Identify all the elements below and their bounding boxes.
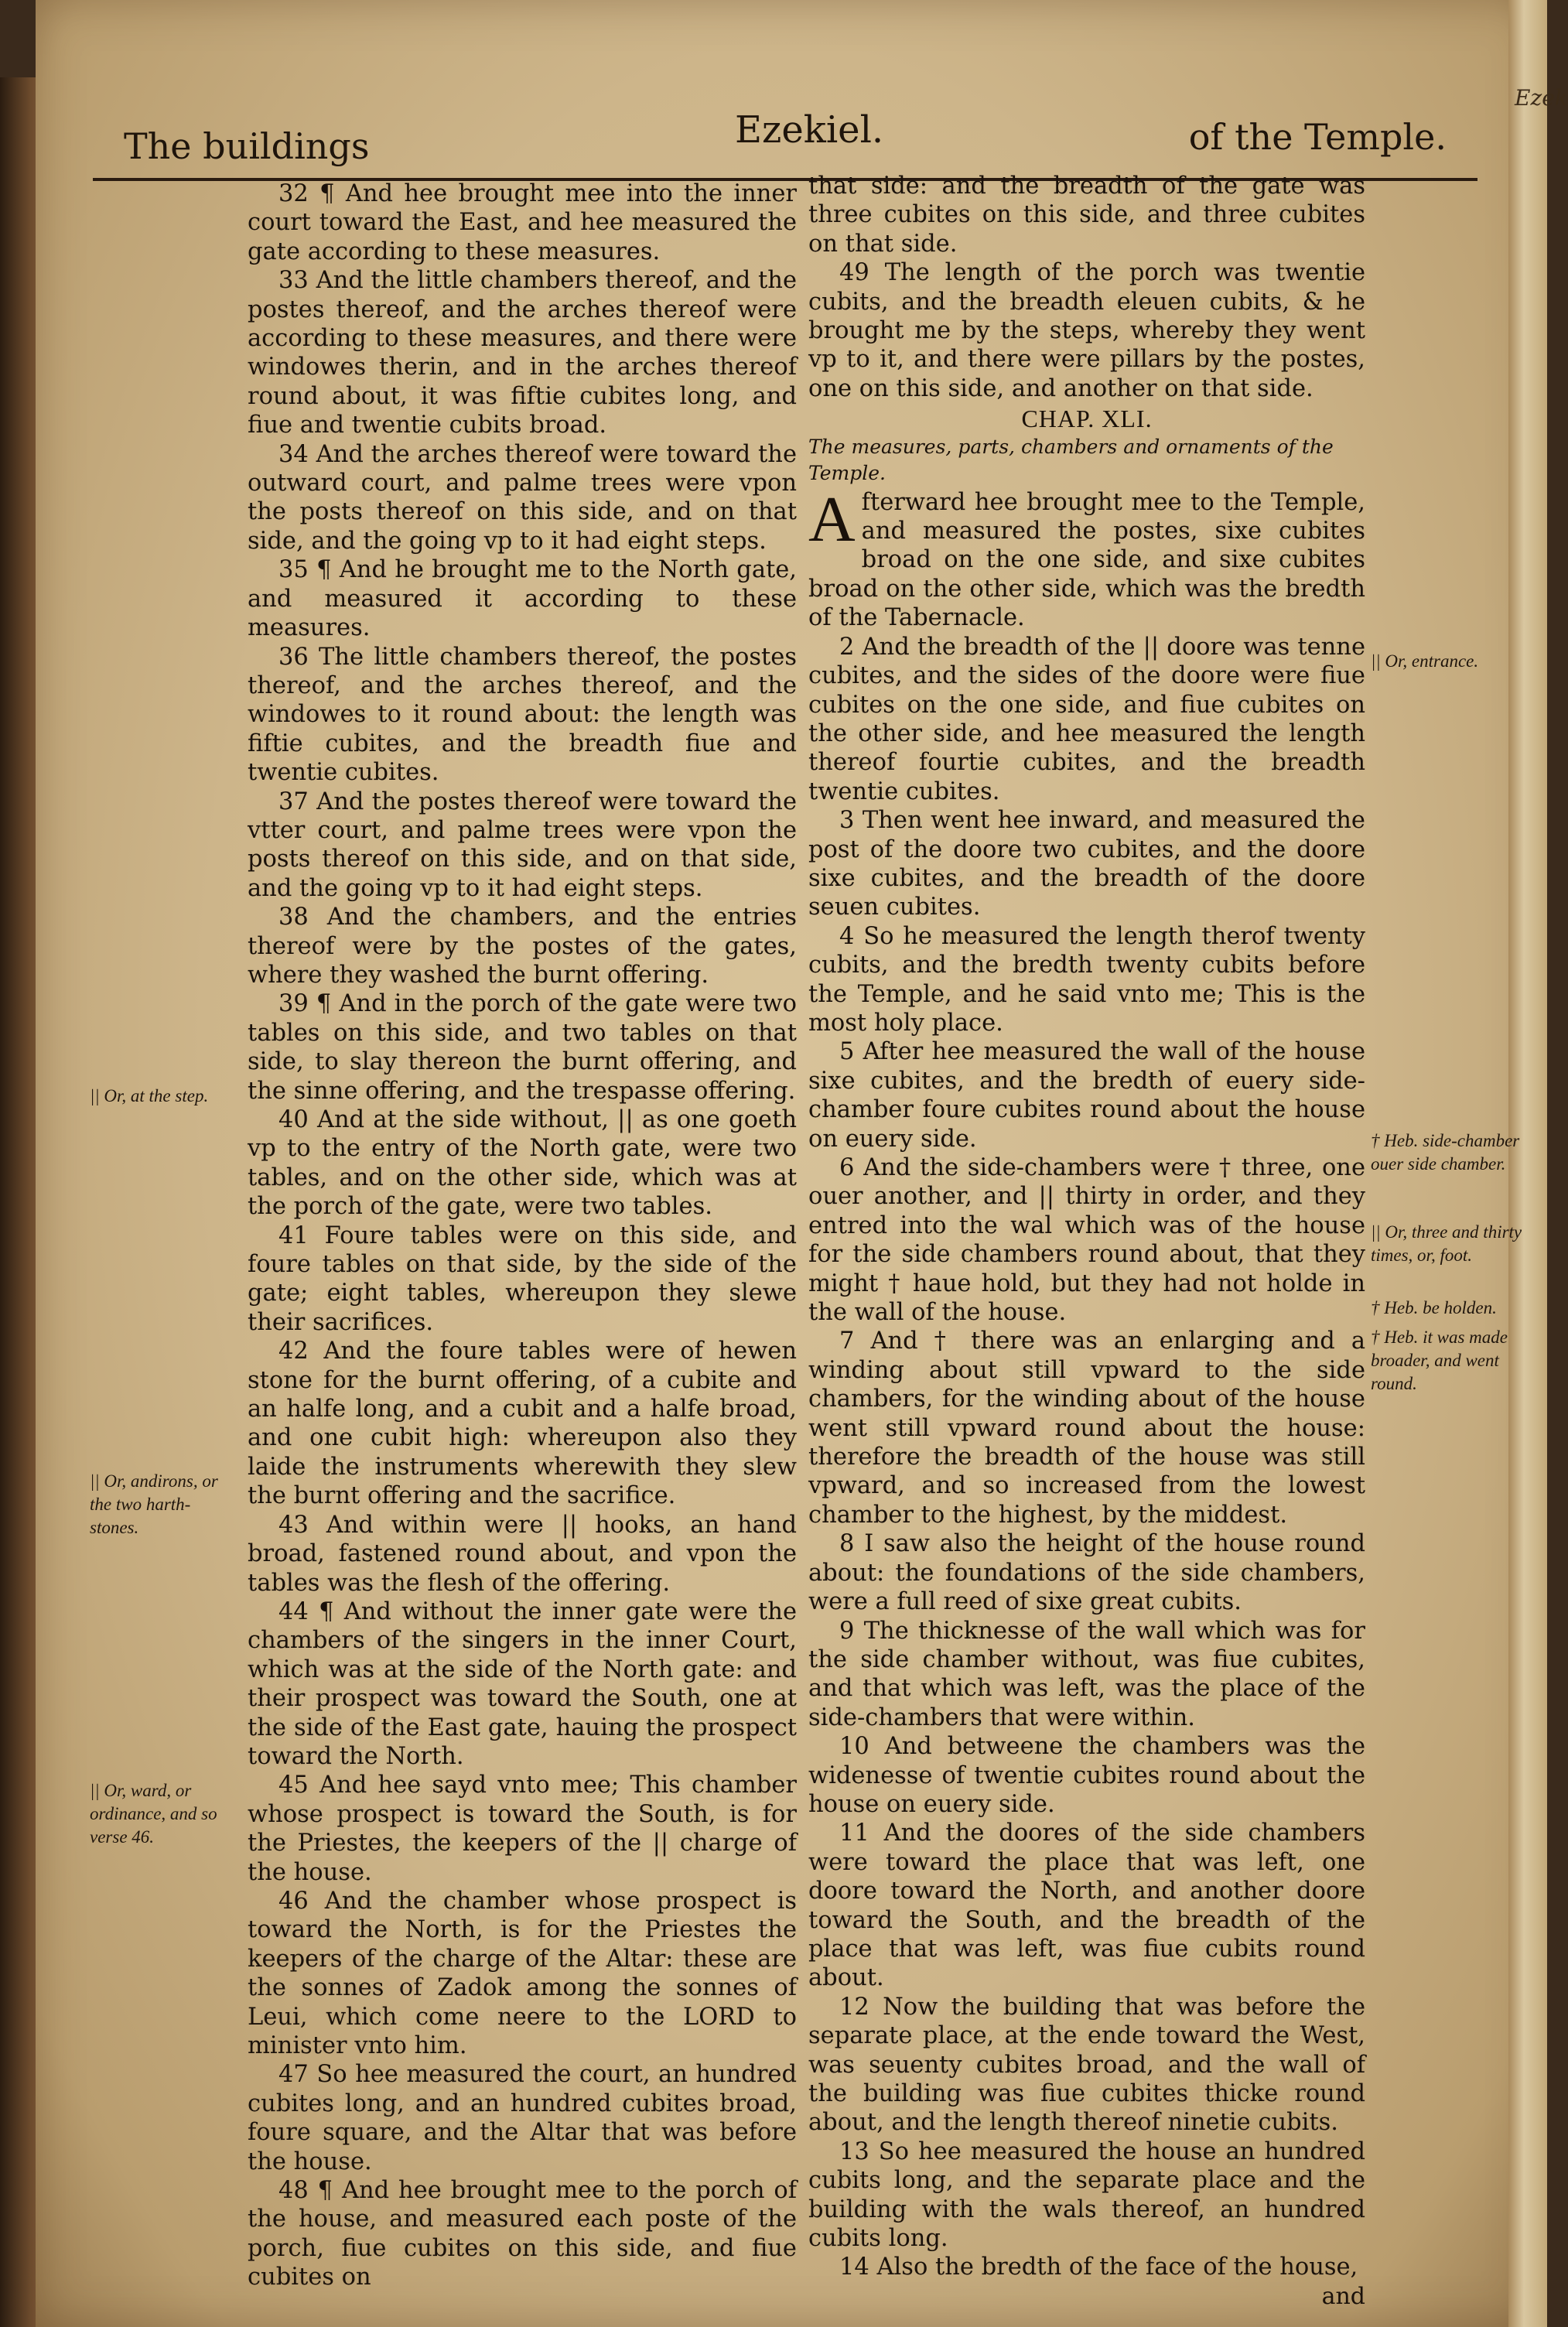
margin-note-at-the-step: || Or, at the step. [90,1086,209,1105]
verse: 13 So hee measured the house an hundred cubits long, and the separate place and the building with the wals thereof, an hundred cubits long. [808,2137,1365,2253]
verse: 4 So he measured the length therof twenty cubits, and the bredth twenty cubits before the Temple, and he said vnto me; This is the most holy place. [808,922,1365,1037]
right-text-column [808,172,1365,2311]
chapter-opening-verse [808,483,1365,633]
verse: 9 The thicknesse of the wall which was for the side chamber without, was fiue cubites, and that which was left, was the place of the side-chambers that were within. [808,1617,1365,1731]
next-page-running-head: Ezek [1515,85,1568,111]
drop-cap-initial: A [808,483,856,555]
verse: that side: and the breadth of the gate was three cubites on this side, and three cubites on that side. [808,173,1365,258]
verse: 40 And at the side without, || as one goeth vp to the entry of the North gate, were two tables, and on the other side, which was at the porch of the gate, were two tables. [248,1106,797,1221]
verse: 39 ¶ And in the porch of the gate were two tables on this side, and two tables on that side, to slay thereon the burnt offering, and the sinne offering, and the trespasse offering. [248,990,797,1105]
margin-note-made-broader: † Heb. it was made broader, and went round. [1371,1328,1508,1393]
margin-note-ward: || Or, ward, or ordinance, and so verse 46. [90,1781,217,1847]
verse: 10 And betweene the chambers was the widenesse of twentie cubites round about the house on euery side. [808,1733,1365,1818]
verse: 42 And the foure tables were of hewen stone for the burnt offering, of a cubite and an halfe long, and a cubit and a halfe broad, and one cubit high: whereupon also they laide the instruments wherewith they slew the burnt offering and the sacrifice. [248,1338,797,1510]
left-text-column [248,179,797,2292]
verse: 11 And the doores of the side chambers were toward the place that was left, one doore toward the North, and another doore toward the South, and the breadth of the place that was left, was fiue cubits round about. [808,1820,1365,1992]
verse: 43 And within were || hooks, an hand broad, fastened round about, and vpon the tables was the flesh of the offering. [248,1511,797,1597]
verse: 6 And the side-chambers were † three, one ouer another, and || thirty in order, and they entred into the wal which was of the house for the side chambers round about, that they might † haue hold, but they had not holde in the wall of the house. [808,1154,1365,1327]
verse: 44 ¶ And without the inner gate were the chambers of the singers in the inner Court, which was at the side of the North gate: and their prospect was toward the South, one at the side of the East gate, hauing the prospect toward the North. [248,1597,797,1770]
verse: 32 ¶ And hee brought mee into the inner court toward the East, and hee measured the gate according to these measures. [248,180,797,265]
verse: 49 The length of the porch was twentie cubits, and the breadth eleuen cubits, & he brought me by the steps, whereby they went vp to it, and there were pillars by the postes, one on this side, and another on that side. [808,259,1365,402]
verse: 34 And the arches thereof were toward the outward court, and palme trees were vpon the posts thereof on this side, and on that side, and the going vp to it had eight steps. [248,440,797,555]
margin-note-andirons: || Or, andirons, or the two harth-stones. [90,1471,218,1537]
verse: 36 The little chambers thereof, the postes thereof, and the arches thereof, and the windowes to it round about: the length was fiftie cubites, and the breadth fiue and twentie cubites. [248,643,797,787]
verse: 7 And † there was an enlarging and a winding about still vpward to the side chambers, for the winding about of the house went still vpward round about the house: therefore the breadth of the house was still vpward, and so increased from the lowest chamber to the highest, by the middest. [808,1328,1365,1529]
verse: 47 So hee measured the court, an hundred cubites long, and an hundred cubites broad, foure square, and the Altar that was before the house. [248,2061,797,2175]
chapter-summary: The measures, parts, chambers and ornaments of the Temple. [808,435,1334,484]
chapter-40-end-verses [808,172,1365,403]
verse: 33 And the little chambers thereof, and the postes thereof, and the arches thereof were according to these measures, and there were windowes therin, and in the arches thereof round about, it was fiftie cubites long, and fiue and twentie cubits broad. [248,267,797,439]
verse: 35 ¶ And he brought me to the North gate, and measured it according to these measures. [248,556,797,642]
running-head-book-title: Ezekiel. [735,108,884,152]
margin-note-thirty-times: || Or, three and thirty times, or, foot. [1371,1222,1522,1265]
verse: 41 Foure tables were on this side, and foure tables on that side, by the side of the gate; eight tables, whereupon they slewe their sacrifices. [248,1222,797,1336]
verse: 8 I saw also the height of the house round about: the foundations of the side chambers, were a full reed of sixe great cubits. [808,1530,1365,1616]
catchword: and [1321,2282,1365,2310]
verse: 12 Now the building that was before the separate place, at the ende toward the West, was seuenty cubites broad, and the wall of the building was fiue cubites thicke round about, and the length thereof ninetie cubits. [808,1993,1365,2137]
chapter-heading: CHAP. XLI. [1021,405,1153,433]
verse: 5 After hee measured the wall of the house sixe cubites, and the bredth of euery side-chamber foure cubites round about the house on euery side. [808,1038,1365,1153]
margin-note-be-holden: † Heb. be holden. [1371,1298,1497,1317]
verse: 45 And hee sayd vnto mee; This chamber whose prospect is toward the South, is for the Priestes, the keepers of the || charge of the house. [248,1772,797,1886]
running-head-right: of the Temple. [1188,116,1447,158]
running-head-left: The buildings [124,125,370,167]
margin-note-side-chamber: † Heb. side-chamber ouer side chamber. [1371,1131,1520,1174]
verse: 48 ¶ And hee brought mee to the porch of the house, and measured each poste of the porch, fiue cubites on this side, and fiue cubites on [248,2177,797,2291]
verse: 38 And the chambers, and the entries thereof were by the postes of the gates, where they washed the burnt offering. [248,904,797,989]
verse: 46 And the chamber whose prospect is toward the North, is for the Priestes the keepers of the charge of the Altar: these are the sonnes of Zadok among the sonnes of Leui, which come neere to the LORD to minister vnto him. [248,1887,797,2059]
verse: 3 Then went hee inward, and measured the post of the doore two cubites, and the doore sixe cubites, and the breadth of the doore seuen cubites. [808,807,1365,921]
margin-note-entrance: || Or, entrance. [1371,651,1479,671]
running-header [93,108,1477,181]
verse: 37 And the postes thereof were toward the vtter court, and palme trees were vpon the posts thereof on this side, and on that side, and the going vp to it had eight steps. [248,788,797,902]
verse: 14 Also the bredth of the face of the house, [839,2254,1358,2281]
verse: 2 And the breadth of the || doore was tenne cubites, and the sides of the doore were fiue cubites on the one side, and fiue cubites on the other side, and hee measured the length thereof fourtie cubites, and the breadth twentie cubites. [808,633,1365,805]
chapter-41-verses [808,633,1365,2282]
chapter-opening-text: fterward hee brought mee to the Temple, and measured the postes, sixe cubites broad on the one side, and sixe cubites broad on the other side, which was the bredth of the Tabernacle. [808,488,1365,632]
